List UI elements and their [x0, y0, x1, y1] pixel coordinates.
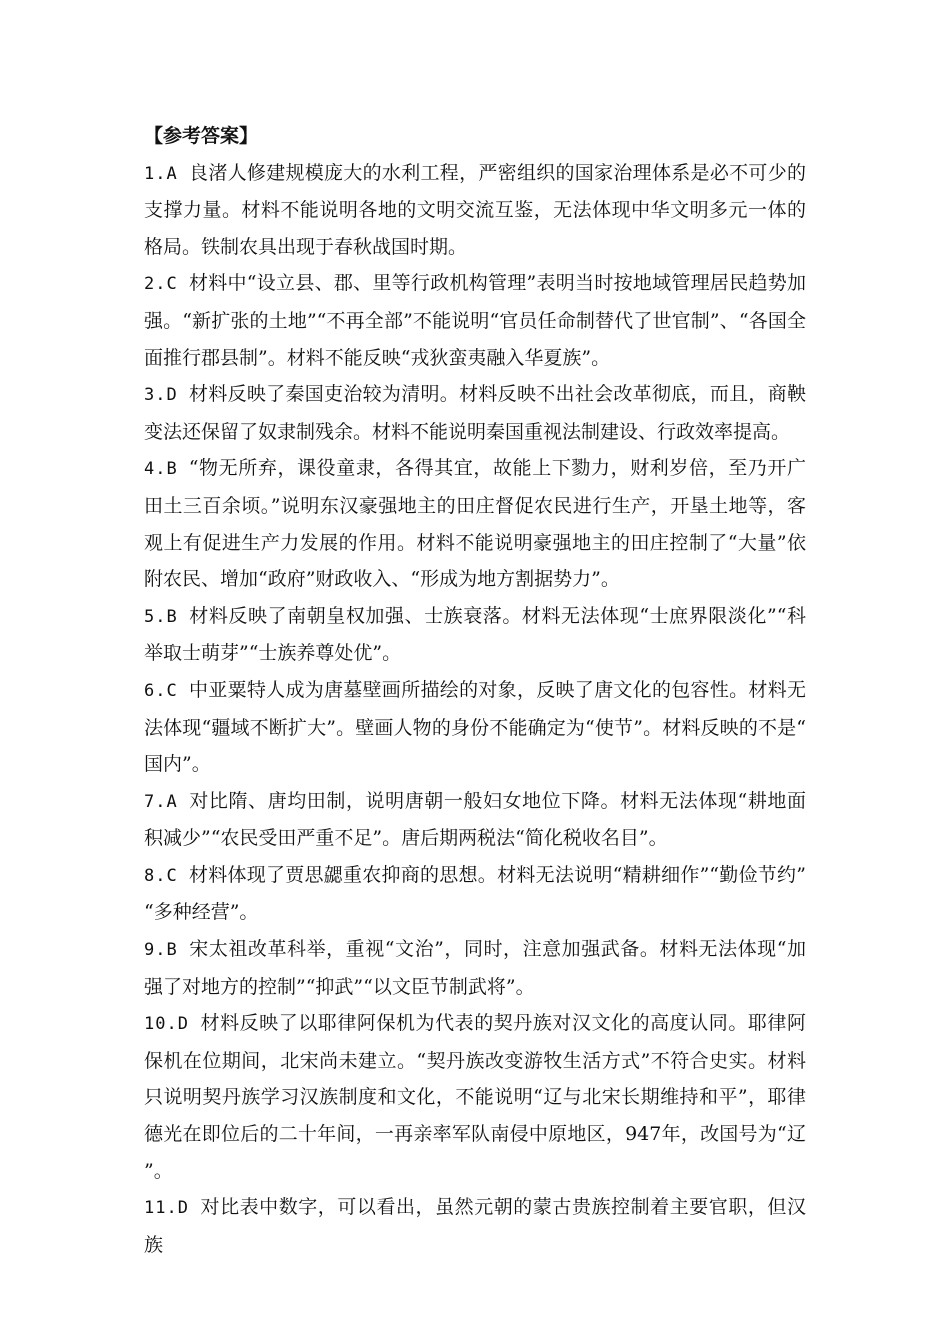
answer-explanation: 材料反映了以耶律阿保机为代表的契丹族对汉文化的高度认同。耶律阿保机在位期间，北宋尚未建立。“契丹族改变游牧生活方式”不符合史实。材料只说明契丹族学习汉族制度和文化，不能说明“辽与北宋长期维持和平”，耶律德光在即位后的二十年间，一再亲率军队南侵中原地区，947年，改国号为“辽”。 — [144, 1012, 806, 1182]
section-heading: 【参考答案】 — [144, 125, 259, 147]
answer-number: 8. — [144, 865, 167, 886]
answer-number: 2. — [144, 274, 167, 295]
answer-explanation: 材料反映了南朝皇权加强、士族衰落。材料无法体现“士庶界限淡化”“科举取士萌芽”“士族养尊处优”。 — [144, 604, 806, 665]
answer-explanation: 对比表中数字，可以看出，虽然元朝的蒙古贵族控制着主要官职，但汉族 — [144, 1196, 806, 1256]
answer-key: A — [166, 791, 177, 812]
answer-item — [144, 783, 806, 857]
answer-item — [144, 931, 806, 1005]
answer-number: 3. — [144, 385, 167, 406]
answer-key: A — [166, 163, 177, 184]
answer-explanation: 宋太祖改革科举，重视“文治”，同时，注意加强武备。材料无法体现“加强了对地方的控制”“抑武”“以文臣节制武将”。 — [144, 938, 806, 998]
answer-item — [144, 857, 806, 931]
answer-key: B — [166, 606, 177, 627]
answer-key: B — [166, 940, 177, 961]
answer-number: 9. — [144, 940, 167, 961]
answer-item — [144, 1005, 806, 1189]
answer-explanation: 中亚粟特人成为唐墓壁画所描绘的对象，反映了唐文化的包容性。材料无法体现“疆域不断扩大”。壁画人物的身份不能确定为“使节”。材料反映的不是“国内”。 — [144, 678, 806, 776]
answer-explanation: “物无所弃，课役童隶，各得其宜，故能上下勠力，财利岁倍，至乃开广田土三百余顷。”说明东汉豪强地主的田庄督促农民进行生产，开垦土地等，客观上有促进生产力发展的作用。材料不能说明豪强地主的田庄控制了“大量”依附农民、增加“政府”财政收入、“形成为地方割据势力”。 — [144, 457, 806, 591]
answer-sheet — [144, 118, 806, 1263]
answer-explanation: 材料反映了秦国吏治较为清明。材料反映不出社会改革彻底，而且，商鞅变法还保留了奴隶制残余。材料不能说明秦国重视法制建设、行政效率提高。 — [144, 383, 806, 443]
answer-explanation: 材料中“设立县、郡、里等行政机构管理”表明当时按地域管理居民趋势加强。“新扩张的土地”“不再全部”不能说明“官员任命制替代了世官制”、“各国全面推行郡县制”。材料不能反映“戎狄蛮夷融入华夏族”。 — [144, 272, 806, 369]
answer-number: 10. — [144, 1014, 178, 1035]
answer-explanation: 材料体现了贾思勰重农抑商的思想。材料无法说明“精耕细作”“勤俭节约”“多种经营”。 — [144, 863, 806, 924]
answer-item — [144, 672, 806, 783]
answer-key: D — [177, 1014, 188, 1035]
answer-number: 6. — [144, 680, 167, 701]
answer-key: D — [166, 385, 177, 406]
answer-number: 11. — [144, 1198, 178, 1219]
answer-number: 7. — [144, 791, 167, 812]
answer-number: 1. — [144, 163, 167, 184]
answer-key: B — [166, 459, 177, 480]
answer-explanation: 良渚人修建规模庞大的水利工程，严密组织的国家治理体系是必不可少的支撑力量。材料不能说明各地的文明交流互鉴，无法体现中华文明多元一体的格局。铁制农具出现于春秋战国时期。 — [144, 161, 806, 258]
answer-number: 4. — [144, 459, 167, 480]
answer-number: 5. — [144, 606, 167, 627]
answer-key: C — [166, 865, 177, 886]
answer-item — [144, 450, 806, 597]
answer-item — [144, 155, 806, 266]
answer-item — [144, 376, 806, 450]
answer-item — [144, 265, 806, 376]
answer-explanation: 对比隋、唐均田制，说明唐朝一般妇女地位下降。材料无法体现“耕地面积减少”“农民受田严重不足”。唐后期两税法“简化税收名目”。 — [144, 789, 806, 850]
answer-key: C — [166, 274, 177, 295]
answer-item — [144, 1189, 806, 1263]
answer-item — [144, 598, 806, 672]
answer-key: D — [177, 1198, 188, 1219]
answer-key: C — [166, 680, 177, 701]
